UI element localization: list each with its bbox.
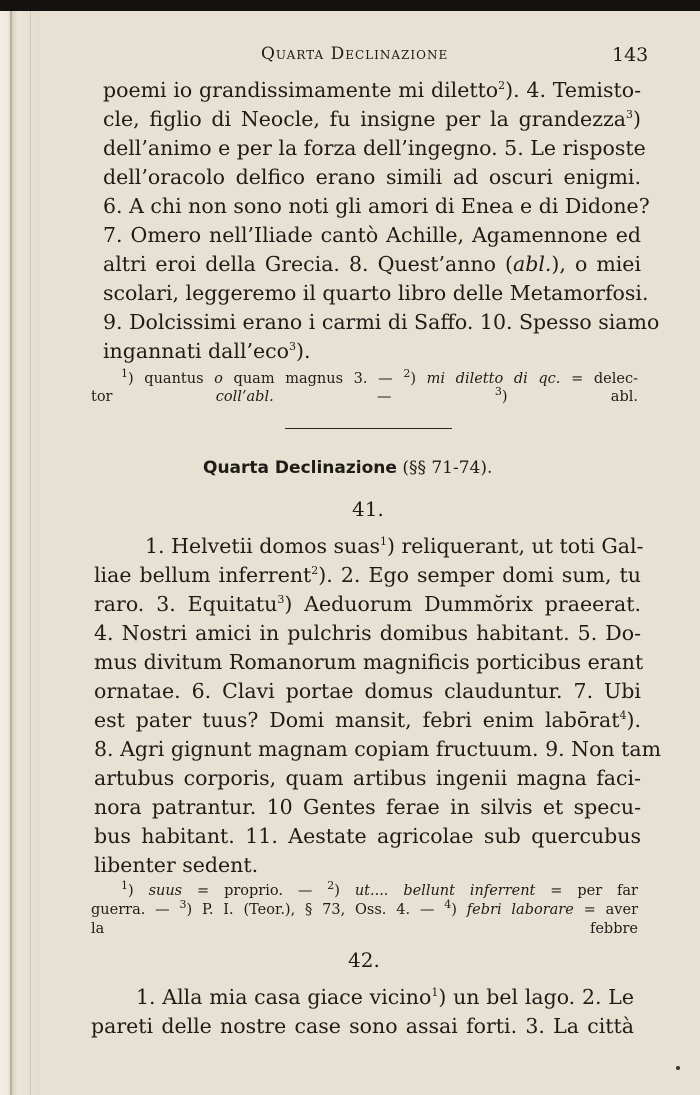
page-left-margin: [0, 11, 40, 1095]
running-header-title: Quarta Declinazione: [261, 44, 449, 64]
text-line: nora patrantur. 10 Gentes ferae in silvis et specu-: [94, 795, 641, 819]
text-line: ingannati dall’eco$^3$).: [103, 339, 311, 363]
footnote-line: $^1$) suus = proprio. — $^2$) ut.... bellunt inferrent = per far: [121, 879, 638, 899]
text-line: poemi io grandissimamente mi diletto$^2$). 4. Temisto-: [103, 78, 641, 102]
text-line: raro. 3. Equitatu$^3$) Aeduorum Dummŏrix praeerat.: [94, 592, 641, 616]
footnote-line: guerra. — $^3$) P. I. (Teor.), § 73, Oss. 4. — $^4$) febri laborare = aver: [91, 898, 638, 918]
text-line: liae bellum inferrent$^2$). 2. Ego semper domi sum, tu: [94, 563, 641, 587]
footnote-line: la febbre: [91, 921, 638, 937]
exercise-number-41: 41.: [352, 497, 384, 521]
text-line: bus habitant. 11. Aestate agricolae sub quercubus: [94, 824, 641, 848]
text-line: ornatae. 6. Clavi portae domus clauduntur. 7. Ubi: [94, 679, 641, 703]
text-line: 9. Dolcissimi erano i carmi di Saffo. 10. Spesso siamo: [103, 310, 660, 334]
text-line: cle, figlio di Neocle, fu insigne per la grandezza$^3$): [103, 107, 641, 131]
page-number: 143: [612, 44, 649, 66]
text-line: 4. Nostri amici in pulchris domibus habitant. 5. Do-: [94, 621, 641, 645]
text-line: libenter sedent.: [94, 853, 259, 877]
text-line: mus divitum Romanorum magnificis porticibus erant: [94, 650, 644, 674]
scan-speck: [676, 1066, 680, 1070]
text-line: scolari, leggeremo il quarto libro delle Metamorfosi.: [103, 281, 649, 305]
book-spine-line: [10, 11, 12, 1095]
text-line: dell’oracolo delfico erano simili ad oscuri enigmi.: [103, 165, 641, 189]
text-line: 7. Omero nell’Iliade cantò Achille, Agamennone ed: [103, 223, 641, 247]
book-spine-line-inner: [30, 11, 31, 1095]
footnote-line: $^1$) quantus o quam magnus 3. — $^2$) mi diletto di qc. = delec-: [121, 367, 638, 387]
section-ref: (§§ 71-74).: [402, 458, 493, 478]
text-line: 6. A chi non sono noti gli amori di Enea e di Didone?: [103, 194, 650, 218]
text-line: pareti delle nostre case sono assai forti. 3. La città: [91, 1014, 634, 1038]
section-title: Quarta Declinazione: [203, 458, 397, 478]
scan-top-edge: [0, 0, 700, 11]
footnote-line: tor coll’abl. — $^3$) abl.: [91, 385, 638, 405]
text-line: 8. Agri gignunt magnam copiam fructuum. 9. Non tam: [94, 737, 662, 761]
text-line: dell’animo e per la forza dell’ingegno. 5. Le risposte: [103, 136, 646, 160]
text-line: 1. Alla mia casa giace vicino$^1$) un bel lago. 2. Le: [136, 985, 634, 1009]
section-divider: [285, 428, 452, 429]
text-line: artubus corporis, quam artibus ingenii magna faci-: [94, 766, 641, 790]
section-heading: [203, 458, 492, 478]
text-line: est pater tuus? Domi mansit, febri enim labōrat$^4$).: [94, 708, 641, 732]
text-line: altri eroi della Grecia. 8. Quest’anno (abl.), o miei: [103, 252, 641, 276]
text-line: 1. Helvetii domos suas$^1$) reliquerant, ut toti Gal-: [145, 534, 644, 558]
exercise-number-42: 42.: [348, 948, 380, 972]
